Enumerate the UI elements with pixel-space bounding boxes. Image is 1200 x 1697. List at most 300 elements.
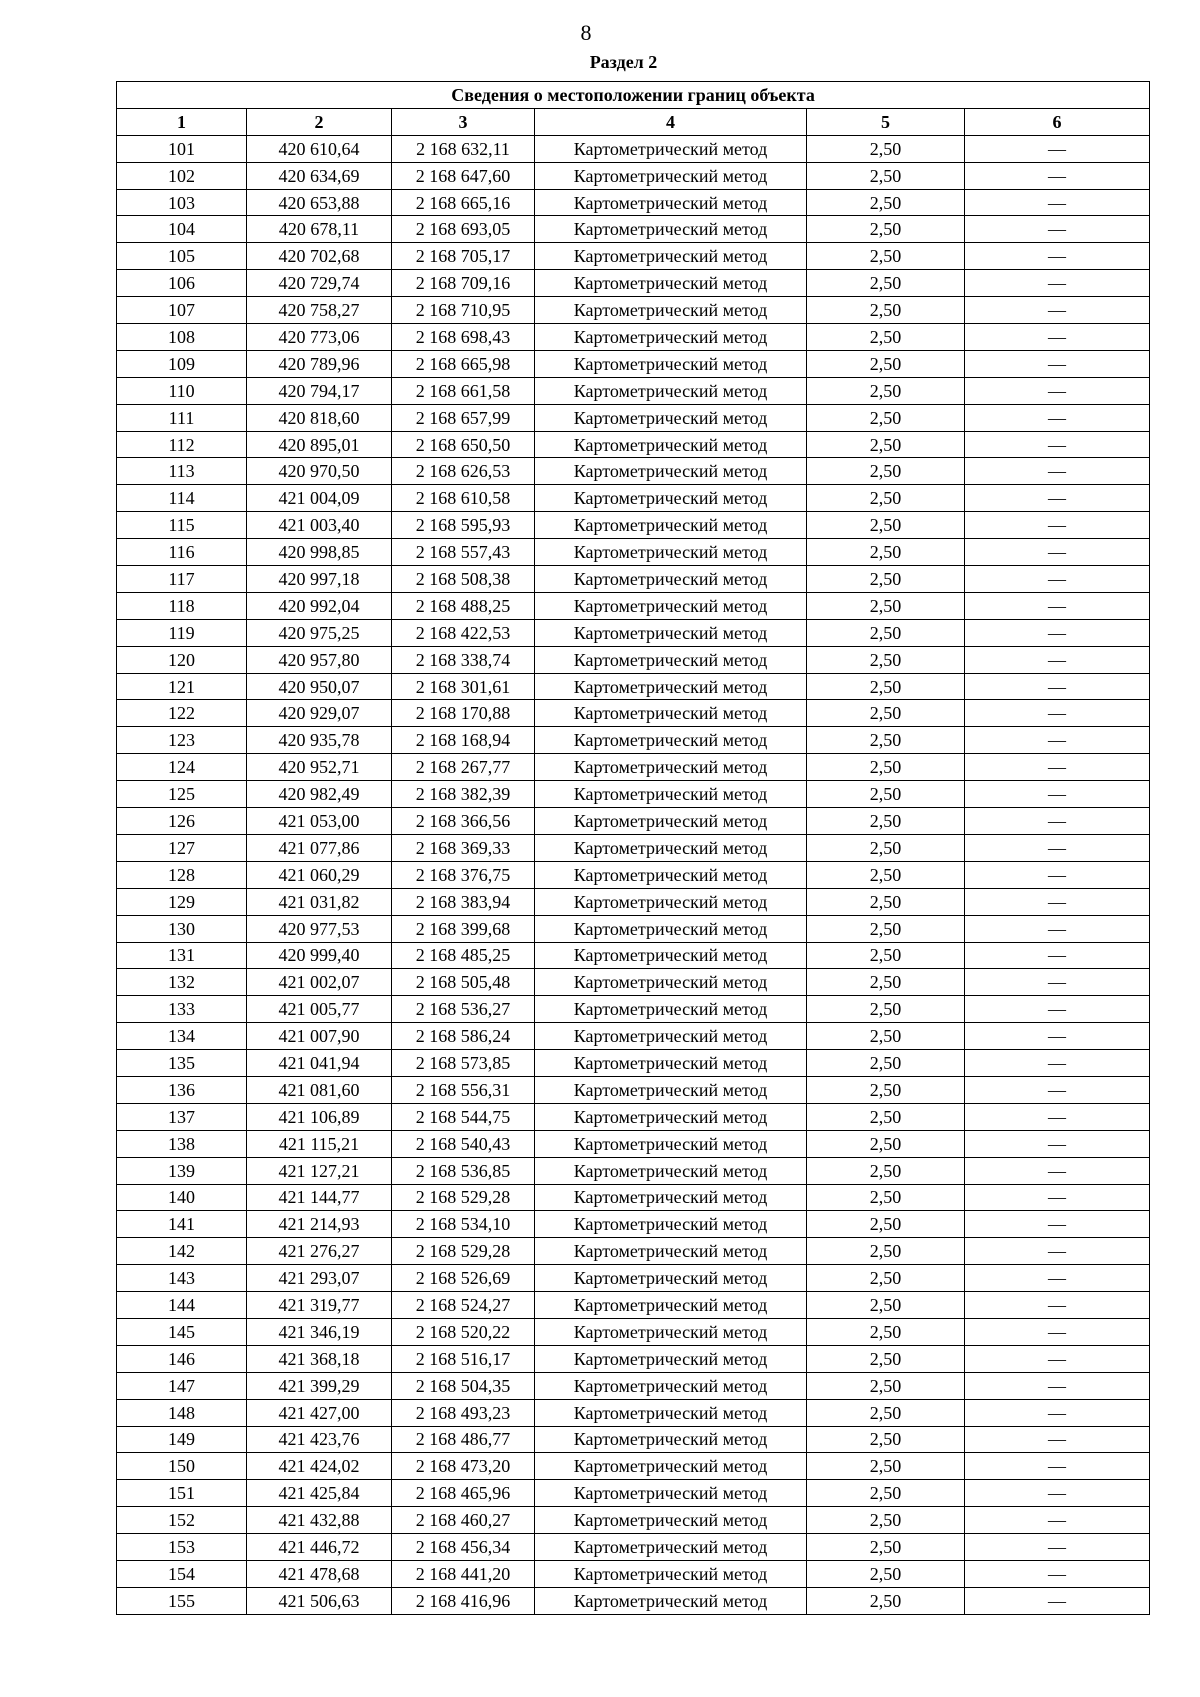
x-coordinate-cell: 421 115,21 [247,1130,392,1157]
accuracy-cell: 2,50 [807,297,965,324]
y-coordinate-cell: 2 168 456,34 [392,1534,535,1561]
y-coordinate-cell: 2 168 493,23 [392,1399,535,1426]
y-coordinate-cell: 2 168 460,27 [392,1507,535,1534]
description-cell: — [965,539,1150,566]
x-coordinate-cell: 420 773,06 [247,324,392,351]
y-coordinate-cell: 2 168 705,17 [392,243,535,270]
description-cell: — [965,458,1150,485]
point-number-cell: 134 [117,1023,247,1050]
description-cell: — [965,969,1150,996]
table-row [117,1292,1150,1319]
point-number-cell: 154 [117,1560,247,1587]
table-row [117,1426,1150,1453]
method-cell: Картометрический метод [535,1211,807,1238]
accuracy-cell: 2,50 [807,350,965,377]
y-coordinate-cell: 2 168 465,96 [392,1480,535,1507]
point-number-cell: 131 [117,942,247,969]
x-coordinate-cell: 421 276,27 [247,1238,392,1265]
method-cell: Картометрический метод [535,646,807,673]
method-cell: Картометрический метод [535,512,807,539]
x-coordinate-cell: 420 992,04 [247,592,392,619]
y-coordinate-cell: 2 168 376,75 [392,861,535,888]
table-row [117,1130,1150,1157]
y-coordinate-cell: 2 168 473,20 [392,1453,535,1480]
method-cell: Картометрический метод [535,1426,807,1453]
point-number-cell: 116 [117,539,247,566]
point-number-cell: 105 [117,243,247,270]
y-coordinate-cell: 2 168 520,22 [392,1318,535,1345]
x-coordinate-cell: 420 610,64 [247,135,392,162]
accuracy-cell: 2,50 [807,566,965,593]
y-coordinate-cell: 2 168 382,39 [392,781,535,808]
table-row [117,592,1150,619]
point-number-cell: 124 [117,754,247,781]
accuracy-cell: 2,50 [807,1507,965,1534]
point-number-cell: 141 [117,1211,247,1238]
accuracy-cell: 2,50 [807,727,965,754]
description-cell: — [965,162,1150,189]
description-cell: — [965,377,1150,404]
table-row [117,1265,1150,1292]
accuracy-cell: 2,50 [807,1480,965,1507]
method-cell: Картометрический метод [535,1318,807,1345]
accuracy-cell: 2,50 [807,942,965,969]
y-coordinate-cell: 2 168 556,31 [392,1076,535,1103]
accuracy-cell: 2,50 [807,1399,965,1426]
method-cell: Картометрический метод [535,1560,807,1587]
description-cell: — [965,1265,1150,1292]
table-body [117,135,1150,1614]
table-row [117,1238,1150,1265]
table-row [117,539,1150,566]
description-cell: — [965,297,1150,324]
accuracy-cell: 2,50 [807,539,965,566]
method-cell: Картометрический метод [535,673,807,700]
method-cell: Картометрический метод [535,727,807,754]
table-row [117,1399,1150,1426]
description-cell: — [965,324,1150,351]
table-row [117,1184,1150,1211]
description-cell: — [965,861,1150,888]
table-row [117,404,1150,431]
x-coordinate-cell: 421 214,93 [247,1211,392,1238]
method-cell: Картометрический метод [535,135,807,162]
table-row [117,270,1150,297]
method-cell: Картометрический метод [535,243,807,270]
table-row [117,1076,1150,1103]
table-row [117,431,1150,458]
accuracy-cell: 2,50 [807,834,965,861]
description-cell: — [965,1076,1150,1103]
table-row [117,808,1150,835]
accuracy-cell: 2,50 [807,861,965,888]
table-row [117,1587,1150,1614]
description-cell: — [965,1157,1150,1184]
method-cell: Картометрический метод [535,1130,807,1157]
description-cell: — [965,431,1150,458]
method-cell: Картометрический метод [535,1238,807,1265]
point-number-cell: 139 [117,1157,247,1184]
accuracy-cell: 2,50 [807,1587,965,1614]
table-row [117,781,1150,808]
point-number-cell: 112 [117,431,247,458]
table-row [117,1211,1150,1238]
x-coordinate-cell: 420 929,07 [247,700,392,727]
accuracy-cell: 2,50 [807,162,965,189]
x-coordinate-cell: 421 478,68 [247,1560,392,1587]
accuracy-cell: 2,50 [807,485,965,512]
accuracy-cell: 2,50 [807,592,965,619]
column-header-3: 3 [392,108,535,135]
x-coordinate-cell: 421 002,07 [247,969,392,996]
accuracy-cell: 2,50 [807,1292,965,1319]
method-cell: Картометрический метод [535,754,807,781]
boundary-table [116,81,1150,1615]
method-cell: Картометрический метод [535,539,807,566]
accuracy-cell: 2,50 [807,1157,965,1184]
point-number-cell: 147 [117,1372,247,1399]
y-coordinate-cell: 2 168 422,53 [392,619,535,646]
x-coordinate-cell: 421 081,60 [247,1076,392,1103]
description-cell: — [965,915,1150,942]
point-number-cell: 155 [117,1587,247,1614]
x-coordinate-cell: 420 950,07 [247,673,392,700]
method-cell: Картометрический метод [535,189,807,216]
y-coordinate-cell: 2 168 505,48 [392,969,535,996]
x-coordinate-cell: 420 957,80 [247,646,392,673]
table-row [117,485,1150,512]
accuracy-cell: 2,50 [807,377,965,404]
point-number-cell: 148 [117,1399,247,1426]
point-number-cell: 136 [117,1076,247,1103]
table-row [117,942,1150,969]
description-cell: — [965,700,1150,727]
x-coordinate-cell: 420 789,96 [247,350,392,377]
table-row [117,646,1150,673]
y-coordinate-cell: 2 168 301,61 [392,673,535,700]
y-coordinate-cell: 2 168 168,94 [392,727,535,754]
x-coordinate-cell: 420 758,27 [247,297,392,324]
accuracy-cell: 2,50 [807,673,965,700]
x-coordinate-cell: 421 506,63 [247,1587,392,1614]
y-coordinate-cell: 2 168 693,05 [392,216,535,243]
y-coordinate-cell: 2 168 709,16 [392,270,535,297]
x-coordinate-cell: 420 935,78 [247,727,392,754]
x-coordinate-cell: 421 041,94 [247,1050,392,1077]
method-cell: Картометрический метод [535,808,807,835]
table-row [117,297,1150,324]
point-number-cell: 127 [117,834,247,861]
point-number-cell: 115 [117,512,247,539]
column-header-2: 2 [247,108,392,135]
x-coordinate-cell: 421 293,07 [247,1265,392,1292]
method-cell: Картометрический метод [535,861,807,888]
table-row [117,673,1150,700]
table-row [117,1453,1150,1480]
x-coordinate-cell: 421 106,89 [247,1103,392,1130]
method-cell: Картометрический метод [535,377,807,404]
method-cell: Картометрический метод [535,297,807,324]
x-coordinate-cell: 421 127,21 [247,1157,392,1184]
table-row [117,700,1150,727]
point-number-cell: 126 [117,808,247,835]
method-cell: Картометрический метод [535,1534,807,1561]
x-coordinate-cell: 420 702,68 [247,243,392,270]
y-coordinate-cell: 2 168 529,28 [392,1238,535,1265]
accuracy-cell: 2,50 [807,1560,965,1587]
column-header-6: 6 [965,108,1150,135]
method-cell: Картометрический метод [535,969,807,996]
method-cell: Картометрический метод [535,942,807,969]
method-cell: Картометрический метод [535,1050,807,1077]
description-cell: — [965,1130,1150,1157]
y-coordinate-cell: 2 168 536,85 [392,1157,535,1184]
x-coordinate-cell: 420 997,18 [247,566,392,593]
table-row [117,915,1150,942]
x-coordinate-cell: 421 007,90 [247,1023,392,1050]
point-number-cell: 143 [117,1265,247,1292]
accuracy-cell: 2,50 [807,1076,965,1103]
method-cell: Картометрический метод [535,834,807,861]
accuracy-cell: 2,50 [807,1211,965,1238]
accuracy-cell: 2,50 [807,243,965,270]
method-cell: Картометрический метод [535,431,807,458]
x-coordinate-cell: 421 005,77 [247,996,392,1023]
table-row [117,458,1150,485]
accuracy-cell: 2,50 [807,754,965,781]
description-cell: — [965,1184,1150,1211]
accuracy-cell: 2,50 [807,324,965,351]
column-header-1: 1 [117,108,247,135]
point-number-cell: 104 [117,216,247,243]
point-number-cell: 110 [117,377,247,404]
method-cell: Картометрический метод [535,324,807,351]
y-coordinate-cell: 2 168 710,95 [392,297,535,324]
x-coordinate-cell: 420 977,53 [247,915,392,942]
description-cell: — [965,1507,1150,1534]
accuracy-cell: 2,50 [807,969,965,996]
point-number-cell: 103 [117,189,247,216]
y-coordinate-cell: 2 168 526,69 [392,1265,535,1292]
y-coordinate-cell: 2 168 369,33 [392,834,535,861]
page-number: 8 [580,20,592,45]
description-cell: — [965,1238,1150,1265]
accuracy-cell: 2,50 [807,1130,965,1157]
x-coordinate-cell: 420 952,71 [247,754,392,781]
x-coordinate-cell: 421 003,40 [247,512,392,539]
point-number-cell: 121 [117,673,247,700]
method-cell: Картометрический метод [535,1292,807,1319]
description-cell: — [965,808,1150,835]
point-number-cell: 142 [117,1238,247,1265]
y-coordinate-cell: 2 168 650,50 [392,431,535,458]
description-cell: — [965,216,1150,243]
method-cell: Картометрический метод [535,404,807,431]
table-caption: Сведения о местоположении границ объекта [117,82,1150,109]
table-row [117,566,1150,593]
method-cell: Картометрический метод [535,592,807,619]
method-cell: Картометрический метод [535,485,807,512]
x-coordinate-cell: 421 144,77 [247,1184,392,1211]
x-coordinate-cell: 420 982,49 [247,781,392,808]
table-row [117,888,1150,915]
x-coordinate-cell: 421 031,82 [247,888,392,915]
description-cell: — [965,512,1150,539]
x-coordinate-cell: 420 653,88 [247,189,392,216]
accuracy-cell: 2,50 [807,431,965,458]
y-coordinate-cell: 2 168 586,24 [392,1023,535,1050]
description-cell: — [965,646,1150,673]
method-cell: Картометрический метод [535,1587,807,1614]
point-number-cell: 146 [117,1345,247,1372]
description-cell: — [965,673,1150,700]
description-cell: — [965,1480,1150,1507]
description-cell: — [965,1318,1150,1345]
y-coordinate-cell: 2 168 529,28 [392,1184,535,1211]
accuracy-cell: 2,50 [807,781,965,808]
point-number-cell: 119 [117,619,247,646]
y-coordinate-cell: 2 168 665,98 [392,350,535,377]
method-cell: Картометрический метод [535,458,807,485]
table-row [117,189,1150,216]
description-cell: — [965,350,1150,377]
method-cell: Картометрический метод [535,1076,807,1103]
y-coordinate-cell: 2 168 540,43 [392,1130,535,1157]
table-row [117,834,1150,861]
x-coordinate-cell: 420 975,25 [247,619,392,646]
description-cell: — [965,727,1150,754]
accuracy-cell: 2,50 [807,458,965,485]
y-coordinate-cell: 2 168 399,68 [392,915,535,942]
table-row [117,1050,1150,1077]
description-cell: — [965,1050,1150,1077]
table-row [117,1480,1150,1507]
method-cell: Картометрический метод [535,1023,807,1050]
table-row [117,1560,1150,1587]
point-number-cell: 118 [117,592,247,619]
point-number-cell: 123 [117,727,247,754]
point-number-cell: 117 [117,566,247,593]
description-cell: — [965,1587,1150,1614]
point-number-cell: 151 [117,1480,247,1507]
y-coordinate-cell: 2 168 516,17 [392,1345,535,1372]
y-coordinate-cell: 2 168 661,58 [392,377,535,404]
table-row [117,377,1150,404]
point-number-cell: 109 [117,350,247,377]
x-coordinate-cell: 421 424,02 [247,1453,392,1480]
point-number-cell: 137 [117,1103,247,1130]
point-number-cell: 153 [117,1534,247,1561]
y-coordinate-cell: 2 168 595,93 [392,512,535,539]
point-number-cell: 144 [117,1292,247,1319]
table-row [117,996,1150,1023]
accuracy-cell: 2,50 [807,1318,965,1345]
method-cell: Картометрический метод [535,619,807,646]
accuracy-cell: 2,50 [807,1103,965,1130]
point-number-cell: 111 [117,404,247,431]
accuracy-cell: 2,50 [807,512,965,539]
point-number-cell: 150 [117,1453,247,1480]
y-coordinate-cell: 2 168 170,88 [392,700,535,727]
point-number-cell: 149 [117,1426,247,1453]
y-coordinate-cell: 2 168 366,56 [392,808,535,835]
y-coordinate-cell: 2 168 632,11 [392,135,535,162]
y-coordinate-cell: 2 168 508,38 [392,566,535,593]
description-cell: — [965,1399,1150,1426]
method-cell: Картометрический метод [535,1157,807,1184]
method-cell: Картометрический метод [535,1507,807,1534]
point-number-cell: 107 [117,297,247,324]
description-cell: — [965,270,1150,297]
table-row [117,969,1150,996]
table-row [117,861,1150,888]
y-coordinate-cell: 2 168 534,10 [392,1211,535,1238]
x-coordinate-cell: 421 399,29 [247,1372,392,1399]
method-cell: Картометрический метод [535,1184,807,1211]
method-cell: Картометрический метод [535,350,807,377]
point-number-cell: 114 [117,485,247,512]
table-header-row [117,108,1150,135]
description-cell: — [965,754,1150,781]
table-row [117,324,1150,351]
y-coordinate-cell: 2 168 626,53 [392,458,535,485]
y-coordinate-cell: 2 168 698,43 [392,324,535,351]
description-cell: — [965,592,1150,619]
y-coordinate-cell: 2 168 610,58 [392,485,535,512]
point-number-cell: 102 [117,162,247,189]
x-coordinate-cell: 420 970,50 [247,458,392,485]
point-number-cell: 122 [117,700,247,727]
point-number-cell: 120 [117,646,247,673]
y-coordinate-cell: 2 168 657,99 [392,404,535,431]
table-row [117,619,1150,646]
y-coordinate-cell: 2 168 416,96 [392,1587,535,1614]
description-cell: — [965,1453,1150,1480]
method-cell: Картометрический метод [535,566,807,593]
method-cell: Картометрический метод [535,216,807,243]
accuracy-cell: 2,50 [807,1453,965,1480]
x-coordinate-cell: 421 060,29 [247,861,392,888]
x-coordinate-cell: 420 895,01 [247,431,392,458]
x-coordinate-cell: 420 678,11 [247,216,392,243]
method-cell: Картометрический метод [535,781,807,808]
accuracy-cell: 2,50 [807,270,965,297]
accuracy-cell: 2,50 [807,404,965,431]
accuracy-cell: 2,50 [807,1023,965,1050]
method-cell: Картометрический метод [535,1399,807,1426]
x-coordinate-cell: 420 999,40 [247,942,392,969]
y-coordinate-cell: 2 168 544,75 [392,1103,535,1130]
description-cell: — [965,1103,1150,1130]
y-coordinate-cell: 2 168 665,16 [392,189,535,216]
point-number-cell: 106 [117,270,247,297]
method-cell: Картометрический метод [535,1345,807,1372]
table-row [117,243,1150,270]
table-row [117,1372,1150,1399]
table-row [117,1318,1150,1345]
description-cell: — [965,1345,1150,1372]
description-cell: — [965,619,1150,646]
table-row [117,754,1150,781]
accuracy-cell: 2,50 [807,1372,965,1399]
point-number-cell: 130 [117,915,247,942]
description-cell: — [965,135,1150,162]
x-coordinate-cell: 420 818,60 [247,404,392,431]
accuracy-cell: 2,50 [807,808,965,835]
y-coordinate-cell: 2 168 383,94 [392,888,535,915]
x-coordinate-cell: 420 794,17 [247,377,392,404]
description-cell: — [965,1534,1150,1561]
